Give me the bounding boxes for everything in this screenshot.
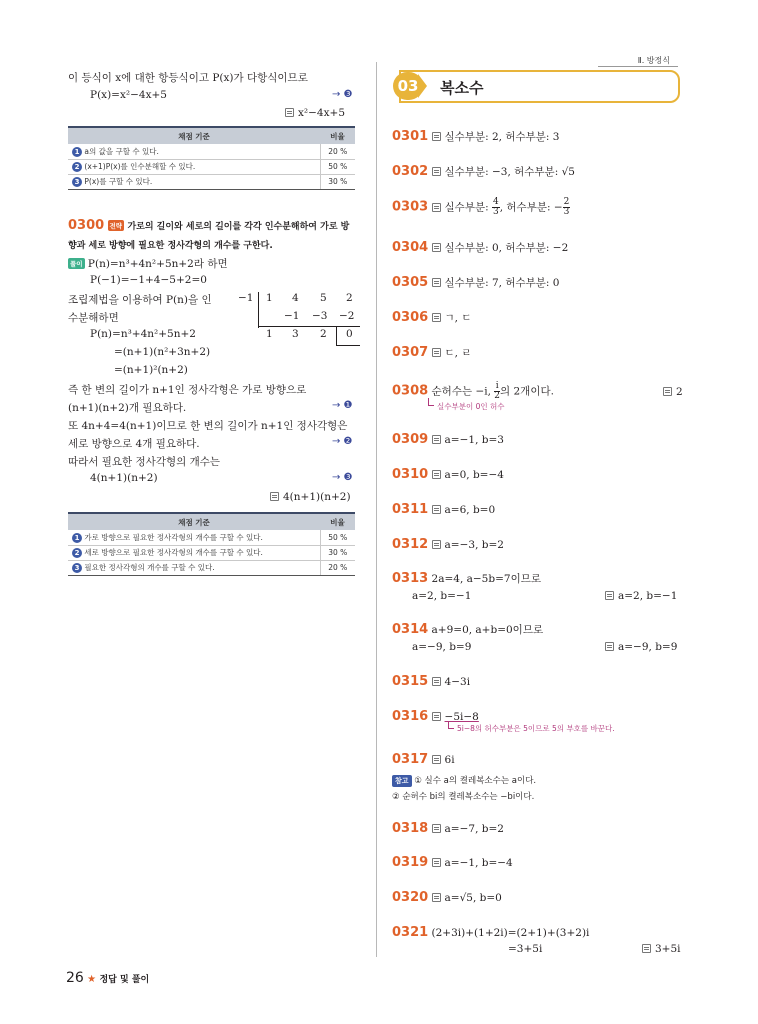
problem-0314-line-2: a=−9, b=9 — [412, 641, 472, 653]
problem-number: 0318 — [392, 821, 429, 836]
answer-icon — [432, 203, 441, 212]
problem-0308 — [392, 382, 554, 401]
ratio-cell: 30 % — [320, 174, 355, 189]
problem-0302 — [392, 164, 575, 179]
fraction — [563, 198, 571, 217]
ratio-cell: 20 % — [320, 144, 355, 159]
problem-0303 — [392, 198, 570, 217]
problem-answer: 실수부분: 7, 허수부분: 0 — [444, 277, 560, 289]
problem-answer: ㄷ, ㄹ — [444, 347, 472, 359]
answer-icon — [605, 642, 614, 651]
problem-answer: a=−1, b=3 — [444, 434, 504, 446]
problem-answer: a=−7, b=2 — [444, 823, 504, 835]
problem-number: 0308 — [392, 383, 429, 399]
strategy-tag: 전략 — [109, 222, 123, 230]
criteria-text: (x+1)P(x)를 인수분해할 수 있다. — [84, 162, 196, 171]
sol-line-5: P(n)=n³+4n²+5n+2 — [90, 328, 196, 340]
answer-0308 — [663, 386, 683, 398]
problem-number: 0300 — [68, 218, 105, 233]
problem-answer: 4−3i — [444, 676, 471, 688]
answer-0314 — [605, 641, 677, 653]
sol-line-12: 따라서 필요한 정사각형의 개수는 — [68, 456, 221, 468]
problem-0311 — [392, 502, 495, 517]
step-badge: 2 — [72, 548, 82, 558]
step-marker-3: → ❸ — [332, 89, 353, 100]
remainder-box-bottom — [336, 345, 360, 346]
synthetic-cell: 1 — [266, 292, 273, 304]
answer-text: a=2, b=−1 — [618, 590, 678, 602]
criteria-text: 가로 방향으로 필요한 정사각형의 개수를 구할 수 있다. — [84, 532, 263, 542]
problem-0321-line-2: =3+5i — [508, 943, 543, 955]
problem-number: 0309 — [392, 432, 429, 447]
problem-number: 0306 — [392, 310, 429, 325]
table-row — [68, 530, 355, 545]
ratio-cell: 20 % — [320, 560, 355, 575]
answer-icon — [285, 108, 294, 117]
ratio-cell: 50 % — [320, 530, 355, 545]
synthetic-cell: 5 — [320, 292, 327, 304]
problem-0301 — [392, 129, 559, 144]
problem-number: 0303 — [392, 199, 429, 215]
answer-0321 — [642, 943, 681, 955]
note-bracket — [428, 398, 434, 406]
problem-0313-line-2: a=2, b=−1 — [412, 590, 472, 602]
answer-icon — [432, 435, 441, 444]
synthetic-cell: 1 — [266, 328, 273, 340]
problem-0313 — [392, 571, 541, 586]
problem-0315 — [392, 674, 470, 689]
step-badge: 1 — [72, 533, 82, 543]
problem-0305 — [392, 275, 559, 290]
table-row — [68, 174, 355, 189]
ratio-cell: 50 % — [320, 159, 355, 174]
problem-0320 — [392, 890, 502, 905]
problem-number: 0316 — [392, 709, 429, 724]
problem-0307 — [392, 345, 472, 360]
section-number: 03 — [393, 72, 423, 100]
step-badge: 1 — [72, 147, 82, 157]
footer-label: 정답 및 풀이 — [99, 975, 150, 985]
problem-answer: a=−1, b=−4 — [444, 857, 513, 869]
answer-icon — [432, 677, 441, 686]
table-header-criteria: 채점 기준 — [68, 513, 320, 530]
answer-300 — [270, 491, 351, 503]
table-row — [68, 545, 355, 560]
sol-line-11: 세로 방향으로 4개 필요하다. — [68, 438, 200, 450]
problem-0306 — [392, 310, 472, 325]
problem-answer: 실수부분: −3, 허수부분: √5 — [444, 166, 575, 178]
reference-tag: 참고 — [392, 775, 412, 787]
synthetic-remainder: 0 — [346, 328, 353, 340]
answer-icon — [432, 470, 441, 479]
problem-line-1: 2a=4, a−5b=7이므로 — [431, 573, 541, 585]
reference-line-1 — [392, 774, 536, 787]
problem-number: 0315 — [392, 674, 429, 689]
problem-0317 — [392, 752, 455, 767]
problem-answer-pre: 실수부분: — [444, 201, 489, 214]
table-row — [68, 144, 355, 159]
problem-number: 0307 — [392, 345, 429, 360]
problem-answer: a=−3, b=2 — [444, 539, 504, 551]
step-marker-2: → ❷ — [332, 436, 353, 447]
problem-number: 0304 — [392, 240, 429, 255]
sol-line-1 — [68, 256, 228, 271]
synthetic-cell: 3 — [292, 328, 299, 340]
synthetic-division — [238, 292, 360, 348]
sol-line-8: 즉 한 변의 길이가 n+1인 정사각형은 가로 방향으로 — [68, 384, 307, 396]
synthetic-cell: 2 — [320, 328, 327, 340]
problem-number: 0301 — [392, 129, 429, 144]
intro-line: 이 등식이 x에 대한 항등식이고 P(x)가 다항식이므로 — [68, 72, 308, 84]
criteria-text: P(x)를 구할 수 있다. — [84, 177, 153, 186]
table-row — [68, 560, 355, 575]
answer-icon — [432, 824, 441, 833]
criteria-text: a의 값을 구할 수 있다. — [84, 146, 159, 156]
sol-line-13: 4(n+1)(n+2) — [90, 472, 158, 484]
sol-line-4: 수분해하면 — [68, 312, 119, 324]
synthetic-cell: −1 — [284, 310, 300, 322]
synthetic-cell: −2 — [339, 310, 355, 322]
note-0308: 실수부분이 0인 허수 — [437, 402, 505, 411]
problem-answer: −5i−8 — [444, 711, 479, 723]
criteria-text: 필요한 정사각형의 개수를 구할 수 있다. — [84, 563, 215, 572]
problem-0304 — [392, 240, 568, 255]
answer-299-text: x²−4x+5 — [298, 107, 346, 119]
sol-line-6: =(n+1)(n²+3n+2) — [114, 346, 211, 358]
sol-line-7: =(n+1)²(n+2) — [114, 364, 188, 376]
problem-text-pre: 순허수는 −i, — [431, 385, 491, 398]
chapter-label: Ⅱ. 방정식 — [637, 56, 670, 65]
fraction-den: 3 — [563, 207, 570, 217]
table-header-criteria: 채점 기준 — [68, 127, 320, 144]
fraction-num: i — [495, 381, 499, 391]
answer-icon — [432, 858, 441, 867]
section-title: 복소수 — [440, 79, 484, 97]
answer-icon — [432, 348, 441, 357]
problem-0300-header — [68, 218, 349, 233]
fraction-num: 2 — [563, 197, 570, 207]
reference-line-2: ② 순허수 bi의 켤레복소수는 −bi이다. — [392, 792, 535, 802]
problem-number: 0311 — [392, 502, 429, 517]
table-header-ratio: 비율 — [320, 513, 355, 530]
problem-answer: a=√5, b=0 — [444, 892, 502, 904]
problem-answer-mid: , 허수부분: − — [499, 201, 563, 214]
section-arrow-shape — [418, 74, 427, 98]
answer-icon — [663, 387, 672, 396]
answer-icon — [432, 313, 441, 322]
table-row — [68, 159, 355, 174]
sol-line-1-text: P(n)=n³+4n²+5n+2라 하면 — [87, 258, 228, 270]
answer-300-text: 4(n+1)(n+2) — [283, 491, 351, 503]
problem-0318 — [392, 821, 504, 836]
answer-icon — [432, 278, 441, 287]
problem-number: 0302 — [392, 164, 429, 179]
answer-icon — [432, 893, 441, 902]
answer-icon — [432, 712, 441, 721]
problem-answer: 6i — [444, 754, 455, 766]
step-marker-3b: → ❸ — [332, 472, 353, 483]
fraction-den: 3 — [493, 207, 499, 217]
answer-text: a=−9, b=9 — [618, 641, 678, 653]
problem-0310 — [392, 467, 504, 482]
problem-number: 0320 — [392, 890, 429, 905]
sol-line-10: 또 4n+4=4(n+1)이므로 한 변의 길이가 n+1인 정사각형은 — [68, 420, 348, 432]
answer-299 — [285, 107, 345, 119]
answer-0313 — [605, 590, 677, 602]
step-badge: 3 — [72, 563, 82, 573]
column-divider — [376, 62, 377, 957]
synthetic-cell: −3 — [312, 310, 328, 322]
problem-number: 0317 — [392, 752, 429, 767]
problem-number: 0313 — [392, 571, 429, 586]
synthetic-divisor: −1 — [238, 292, 254, 304]
sol-line-9: (n+1)(n+2)개 필요하다. — [68, 402, 187, 414]
problem-answer: 실수부분: 2, 허수부분: 3 — [444, 131, 560, 143]
synthetic-hline — [258, 326, 360, 327]
reference-text-1: ① 실수 a의 켤레복소수는 a이다. — [414, 776, 537, 786]
star-icon: ★ — [87, 974, 97, 985]
synthetic-vline — [258, 292, 259, 328]
solution-tag: 풀이 — [70, 260, 83, 268]
answer-icon — [270, 492, 279, 501]
synthetic-cell: 4 — [292, 292, 299, 304]
problem-number: 0310 — [392, 467, 429, 482]
problem-number: 0319 — [392, 855, 429, 870]
problem-number: 0305 — [392, 275, 429, 290]
page-number: 26 — [66, 970, 84, 986]
p-formula: P(x)=x²−4x+5 — [90, 89, 167, 101]
answer-icon — [432, 132, 441, 141]
answer-icon — [432, 243, 441, 252]
answer-text: 3+5i — [655, 943, 681, 955]
problem-number: 0314 — [392, 622, 429, 637]
answer-icon — [642, 944, 651, 953]
problem-answer: 실수부분: 0, 허수부분: −2 — [444, 242, 569, 254]
fraction-den: 2 — [494, 391, 501, 401]
problem-answer: a=6, b=0 — [444, 504, 496, 516]
answer-text: 2 — [676, 386, 683, 398]
problem-0312 — [392, 537, 504, 552]
note-bracket — [448, 721, 454, 729]
criteria-text: 세로 방향으로 필요한 정사각형의 개수를 구할 수 있다. — [84, 548, 263, 557]
synthetic-cell: 2 — [346, 292, 353, 304]
chapter-rule — [598, 66, 678, 67]
problem-number: 0312 — [392, 537, 429, 552]
problem-answer: ㄱ, ㄷ — [444, 312, 472, 324]
answer-icon — [432, 755, 441, 764]
problem-line-1: a+9=0, a+b=0이므로 — [431, 624, 544, 636]
scoring-table-2 — [68, 512, 355, 576]
sol-line-2: P(−1)=−1+4−5+2=0 — [90, 274, 207, 286]
answer-icon — [605, 591, 614, 600]
step-marker-1: → ❶ — [332, 400, 353, 411]
note-0316: 5i−8의 허수부분은 5이므로 5의 부호를 바꾼다. — [457, 724, 615, 733]
problem-0316 — [392, 709, 479, 724]
strategy-text-2: 향과 세로 방향에 필요한 정사각형의 개수를 구한다. — [68, 241, 273, 251]
problem-number: 0321 — [392, 925, 429, 940]
problem-0309 — [392, 432, 504, 447]
table-header-ratio: 비율 — [320, 127, 355, 144]
problem-line-1: (2+3i)+(1+2i)=(2+1)+(3+2)i — [431, 927, 590, 939]
fraction — [492, 198, 500, 217]
remainder-box-left — [336, 326, 337, 346]
problem-answer: a=0, b=−4 — [444, 469, 504, 481]
problem-text-post: 의 2개이다. — [500, 385, 554, 398]
strategy-text-1: 가로의 길이와 세로의 길이를 각각 인수분해하여 가로 방 — [127, 222, 350, 232]
fraction-num: 4 — [493, 197, 499, 207]
page-footer — [66, 970, 149, 986]
problem-0314 — [392, 622, 543, 637]
problem-0321 — [392, 925, 589, 940]
answer-icon — [432, 505, 441, 514]
step-badge: 3 — [72, 177, 82, 187]
answer-icon — [432, 540, 441, 549]
ratio-cell: 30 % — [320, 545, 355, 560]
problem-0319 — [392, 855, 513, 870]
answer-icon — [432, 167, 441, 176]
scoring-table-1 — [68, 126, 355, 190]
sol-line-3: 조립제법을 이용하여 P(n)을 인 — [68, 294, 212, 306]
step-badge: 2 — [72, 162, 82, 172]
